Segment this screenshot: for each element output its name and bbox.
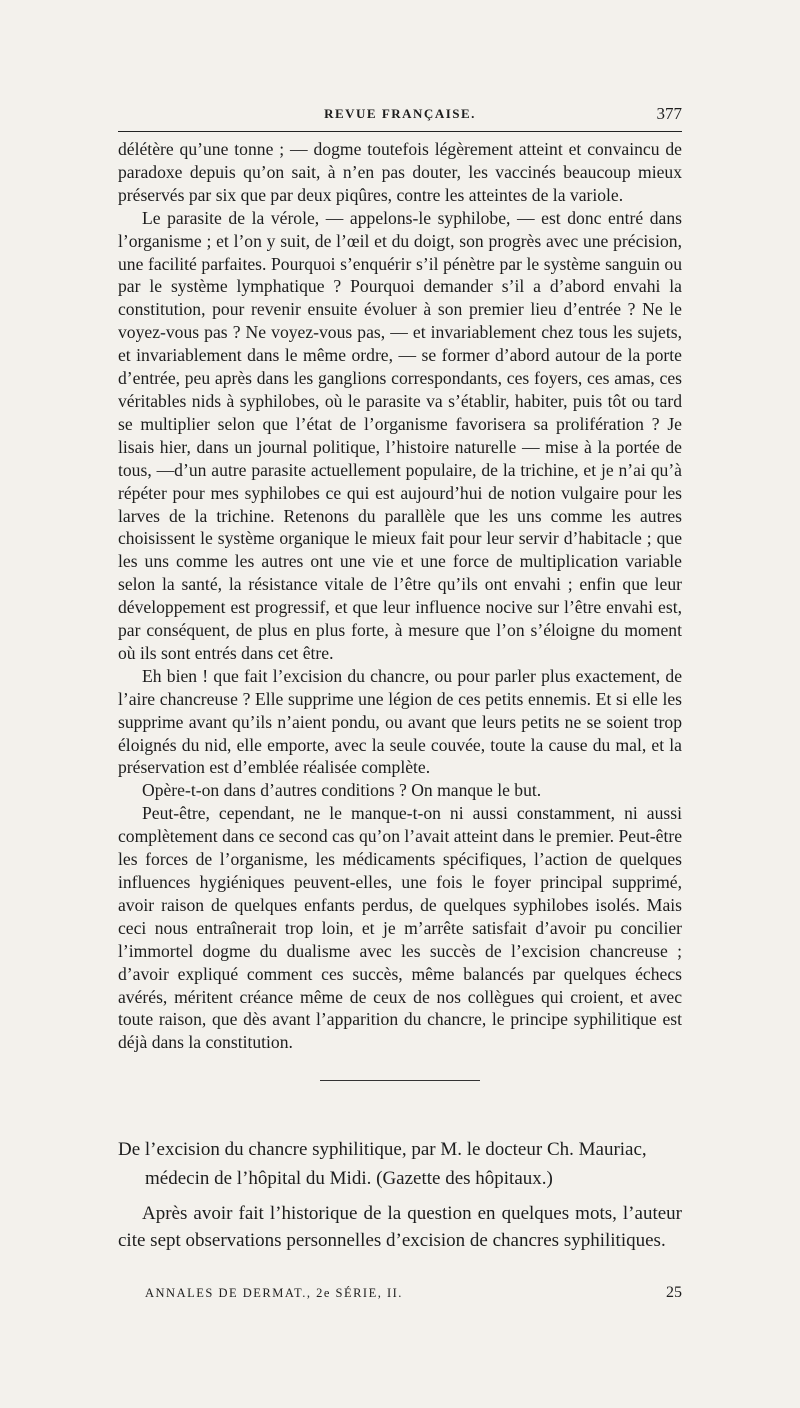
footer-journal: ANNALES DE DERMAT., 2e SÉRIE, II. <box>145 1286 403 1300</box>
section-heading-line2: médecin de l’hôpital du Midi. (Gazette des hôpitaux.) <box>145 1168 553 1189</box>
article-body <box>118 138 682 1054</box>
paragraph: Eh bien ! que fait l’excision du chancre, ou pour parler plus exactement, de l’aire chancreuse ? Elle supprime une légion de ces petits ennemis. Et si elle les supprime avant qu’ils n’aient pondu, ou avant que leurs petits ne se soient trop éloignés du nid, elle emporte, avec la seule couvée, toute la cause du mal, et la préservation est d’emblée réalisée complète. <box>118 665 682 778</box>
running-header <box>118 106 682 130</box>
running-title: REVUE FRANÇAISE. <box>324 106 476 121</box>
section-divider <box>320 1080 480 1081</box>
page-footer <box>145 1286 682 1301</box>
signature-mark: 25 <box>666 1284 682 1301</box>
paragraph: Opère-t-on dans d’autres conditions ? On manque le but. <box>142 780 542 801</box>
paragraph: Le parasite de la vérole, — appelons-le syphilobe, — est donc entré dans l’organisme ; et l’on y suit, de l’œil et du doigt, son progrès avec une précision, une facilité parfaites. Pourquoi s’enquérir s’il pénètre par le système sanguin ou par le système lymphatique ? Pourquoi demander s’il a d’abord envahi la constitution, pour revenir ensuite évoluer à son premier lieu d’entrée ? Ne le voyez-vous pas ? Ne voyez-vous pas, — et invariablement chez tous les sujets, et invariablement dans le même ordre, — se former d’abord autour de la porte d’entrée, peu après dans les ganglions correspondants, ces foyers, ces amas, ces véritables nids à syphilobes, où le parasite va s’établir, habiter, puis tôt ou tard se multiplier selon que l’état de l’organisme favorisera sa prolifération ? Je lisais hier, dans un journal politique, l’histoire naturelle — mise à la portée de tous, —d’un autre parasite actuellement populaire, de la trichine, et je n’ai qu’à répéter pour mes syphilobes ce qui est aujourd’hui de notion vulgaire pour les larves de la trichine. Retenons du parallèle que les uns comme les autres choisissent le système organique le mieux fait pour leur servir d’habitacle ; que les uns comme les autres ont une vie et une force de multiplication variable selon la santé, la résistance vitale de l’être qu’ils ont envahi ; enfin que leur développement est progressif, et que leur influence nocive sur l’être envahi est, par conséquent, de plus en plus forte, à mesure que l’on s’éloigne du moment où ils sont entrés dans cet être. <box>118 207 682 663</box>
section-heading <box>118 1135 682 1193</box>
page-number: 377 <box>656 104 682 123</box>
section-heading-line1: De l’excision du chancre syphilitique, par M. le docteur Ch. Mauriac, <box>118 1139 647 1160</box>
paragraph: délétère qu’une tonne ; — dogme toutefois légèrement atteint et convaincu de paradoxe depuis qu’on sait, à n’en pas douter, les vaccinés beaucoup mieux préservés par six que par deux piqûres, contre les atteintes de la variole. <box>118 139 682 205</box>
section-body <box>118 1200 682 1254</box>
section-paragraph: Après avoir fait l’historique de la question en quelques mots, l’auteur cite sept observations personnelles d’excision de chancres syphilitiques. <box>118 1203 682 1251</box>
header-rule <box>118 131 682 132</box>
paragraph: Peut-être, cependant, ne le manque-t-on ni aussi constamment, ni aussi complètement dans ce second cas qu’on l’avait atteint dans le premier. Peut-être les forces de l’organisme, les médicaments spécifiques, l’action de quelques influences hygiéniques peuvent-elles, une fois le foyer principal supprimé, avoir raison de quelques enfants perdus, de quelques syphilobes isolés. Mais ceci nous entraînerait trop loin, et je m’arrête satisfait d’avoir pu concilier l’immortel dogme du dualisme avec les succès de l’excision chancreuse ; d’avoir expliqué comment ces succès, même balancés par quelques échecs avérés, méritent créance même de ceux de nos collègues qui croient, et avec toute raison, que dès avant l’apparition du chancre, le principe syphilitique est déjà dans la constitution. <box>118 803 682 1053</box>
